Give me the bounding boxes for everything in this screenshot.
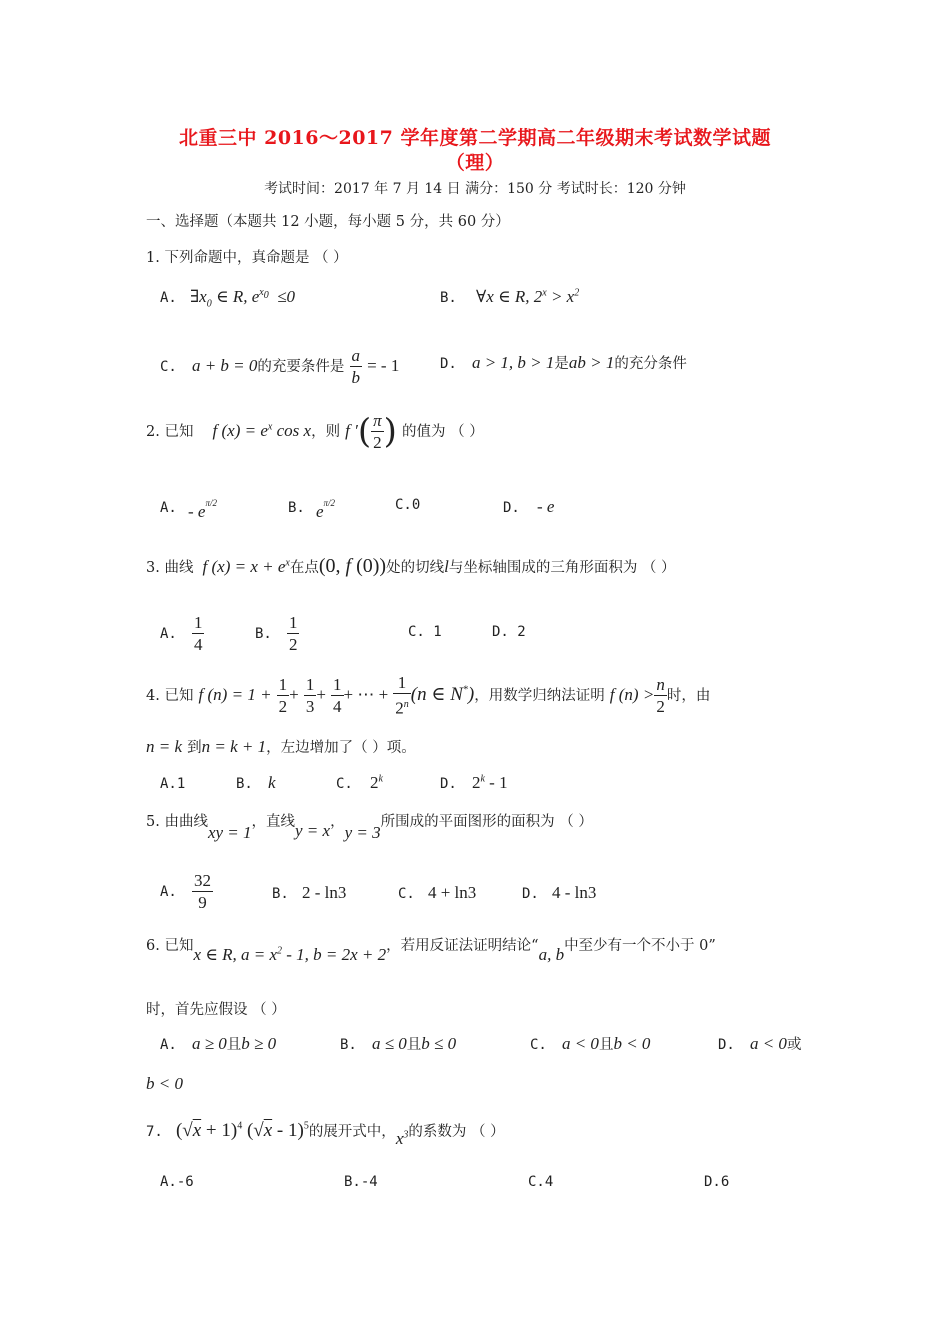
option-label: A. xyxy=(160,626,177,642)
fraction: $\frac{a}{b}$ xyxy=(351,346,360,387)
q7-option-b xyxy=(344,1174,378,1190)
q2-option-a-math: - $e^{\pi/2}$ xyxy=(188,498,217,521)
option-text: k xyxy=(267,773,276,792)
fraction: $\frac{n}{2}$ xyxy=(656,674,665,716)
option-label: B. xyxy=(340,1037,357,1053)
option-text: 4 - ln3 xyxy=(551,883,597,902)
q3-option-b xyxy=(255,612,299,655)
option-label: A. xyxy=(160,290,177,306)
option-text: - e xyxy=(536,497,555,516)
question-6-line2: 时，首先应假设 （ ） xyxy=(146,1002,286,1018)
stem-text: 的系数为 （ ） xyxy=(408,1124,505,1140)
option-text: 2 - ln3 xyxy=(301,883,347,902)
option-text: -6 xyxy=(176,1174,194,1190)
fraction: $\frac{1}{4}$ xyxy=(193,613,203,654)
exam-info: 考试时间：2017 年 7 月 14 日 满分：150 分 考试时长：120 分钟 xyxy=(264,181,686,197)
q1-option-b xyxy=(440,287,579,307)
q5-option-d xyxy=(522,883,596,903)
option-label: D. xyxy=(704,1174,721,1190)
option-label: C. xyxy=(408,624,425,640)
q6-option-a: A. a ≥ 0且b ≥ 0 xyxy=(160,1034,277,1053)
q2-option-c xyxy=(395,497,420,513)
section-heading: 一、选择题（本题共 12 小题，每小题 5 分，共 60 分） xyxy=(146,214,510,230)
fraction: $\frac{1}{2^n}$ xyxy=(395,673,409,718)
stem-text: ，则 xyxy=(311,424,341,440)
q5-option-c xyxy=(398,883,476,903)
q3-option-a xyxy=(160,612,204,655)
q1-option-c: C. a + b = 0的充要条件是 $\frac{a}{b}$ = - 1 xyxy=(160,346,400,387)
stem-text: 的值为 （ ） xyxy=(402,424,484,440)
option-label: B. xyxy=(255,626,272,642)
q7-option-d xyxy=(704,1174,729,1190)
option-text: 1 xyxy=(433,624,442,640)
option-label: C. xyxy=(528,1174,545,1190)
question-4-stem: 4. 已知 f (n) = 1 + $\frac{1}{2}$ + $\frac{1}{3}$ + $\frac{1}{4}$ + ⋯ + $\frac{1}{2^n}$ (n ∈ N*)，用数学归纳法证明 f (n) > $\frac{n}{2}$ 时，由 xyxy=(146,673,711,718)
option-label: D. xyxy=(440,356,457,372)
fraction: $\frac{1}{3}$ xyxy=(305,674,315,716)
page-title-suffix: （理） xyxy=(445,152,505,174)
q1-option-a xyxy=(160,287,295,309)
q7-option-a xyxy=(160,1174,194,1190)
option-label: C. xyxy=(160,359,177,375)
option-text: 4 xyxy=(544,1174,554,1190)
stem-text: ， xyxy=(330,814,345,830)
stem-text: 5. 由曲线 xyxy=(146,814,208,830)
option-math: ∀x ∈ R, $2^x > x^2$ xyxy=(475,287,580,306)
option-label: C. xyxy=(530,1037,547,1053)
option-label: B. xyxy=(272,886,289,902)
stem-text: ，若用反证法证明结论“ xyxy=(386,938,539,954)
fraction: $\frac{1}{4}$ xyxy=(333,674,342,716)
option-label: C. xyxy=(398,886,415,902)
option-label: A. xyxy=(160,500,177,516)
function-def: f $(x) = e^x$ cos x xyxy=(212,421,312,440)
stem-text: 在点 xyxy=(289,560,319,576)
stem-text: 4. 已知 xyxy=(146,687,194,704)
option-text: 1 xyxy=(176,776,186,792)
option-label: B. xyxy=(288,500,305,516)
option-label: C. xyxy=(336,776,353,792)
question-6-stem: 6. 已知x ∈ R, $a = x^2 - 1$, b = 2x + 2，若用反证法证明结论“a, b中至少有一个不小于 0” xyxy=(146,938,716,964)
q1-option-d: D. a > 1, b > 1是ab > 1的充分条件 xyxy=(440,353,687,372)
q2-option-d xyxy=(503,497,554,517)
option-label: D. xyxy=(522,886,539,902)
stem-text: ，直线 xyxy=(251,814,296,830)
derivative-expr: f ′ xyxy=(345,421,358,440)
option-math: $\exists x_0$ ∈ R, $e^{x_0} \le 0$ xyxy=(189,287,296,310)
fraction: $\frac{\pi}{2}$ xyxy=(373,411,382,452)
fraction: $\frac{1}{2}$ xyxy=(278,674,288,716)
option-text: -4 xyxy=(360,1174,378,1190)
question-5-stem: 5. 由曲线xy = 1，直线y = x，y = 3所围成的平面图形的面积为 （ ） xyxy=(146,814,593,842)
q6-option-b: B. a ≤ 0且b ≤ 0 xyxy=(340,1034,457,1053)
stem-text: 中至少有一个不小于 0” xyxy=(564,938,716,954)
stem-text: 7. xyxy=(146,1124,163,1140)
stem-text: 3. 曲线 xyxy=(146,560,194,576)
option-text: 0 xyxy=(411,497,421,513)
option-label: D. xyxy=(503,500,520,516)
q6-option-d: D. a < 0或 xyxy=(718,1034,802,1053)
option-math: a > 1, b > 1 xyxy=(471,353,555,372)
stem-text: 所围成的平面图形的面积为 （ ） xyxy=(380,814,593,830)
q2-option-a xyxy=(160,497,177,516)
option-label: D. xyxy=(718,1037,735,1053)
page-title: 北重三中 2016～2017 学年度第二学期高二年级期末考试数学试题 xyxy=(179,127,771,149)
q3-option-c xyxy=(408,624,442,640)
option-math: a + b = 0 xyxy=(191,356,258,375)
option-text: 2 xyxy=(517,624,526,640)
q6-option-d-cont: b < 0 xyxy=(146,1074,183,1093)
stem-text: 处的切线 xyxy=(386,560,445,576)
option-label: B. xyxy=(236,776,253,792)
q6-option-c: C. a < 0且b < 0 xyxy=(530,1034,651,1053)
q5-option-a xyxy=(160,870,213,913)
q3-option-d xyxy=(492,624,526,640)
option-text: 4 + ln3 xyxy=(427,883,477,902)
option-label: A. xyxy=(160,776,177,792)
function-def: f $(x) = x + e^x$ xyxy=(202,557,290,576)
option-label: D. xyxy=(440,776,457,792)
fraction: $\frac{1}{2}$ xyxy=(288,613,298,654)
option-label: A. xyxy=(160,884,177,900)
option-text: 6 xyxy=(720,1174,730,1190)
q4-option-a xyxy=(160,776,185,792)
question-3-stem: 3. 曲线 f $(x) = x + e^x$在点(0, f (0))处的切线l与坐标轴围成的三角形面积为 （ ） xyxy=(146,555,676,577)
stem-text: 到 xyxy=(187,740,202,756)
q2-option-b xyxy=(288,497,305,516)
fraction: $\frac{32}{9}$ xyxy=(193,871,211,912)
option-label: A. xyxy=(160,1037,177,1053)
q2-option-b-math: $e^{\pi/2}$ xyxy=(316,498,336,521)
stem-text: 时，由 xyxy=(666,687,711,704)
option-label: A. xyxy=(160,1174,177,1190)
question-1-stem: 1. 下列命题中，真命题是 （ ） xyxy=(146,250,348,266)
q7-option-c xyxy=(528,1174,553,1190)
q4-option-c: C. 2$^k$ xyxy=(336,773,383,792)
stem-text: 的展开式中， xyxy=(308,1124,396,1140)
stem-text: 与坐标轴围成的三角形面积为 （ ） xyxy=(448,560,676,576)
option-label: C. xyxy=(395,497,412,513)
q4-option-b xyxy=(236,773,276,793)
function-def: f (n) = 1 + xyxy=(198,684,272,704)
option-label: B. xyxy=(440,290,457,306)
stem-text: ，用数学归纳法证明 xyxy=(474,687,605,704)
question-7-stem: 7. $(√x + 1)^4$ (√x - 1)$^5$的展开式中，$x^3$的系数为 （ ） xyxy=(146,1120,505,1148)
q5-option-b xyxy=(272,883,346,903)
question-4-line2: n = k 到n = k + 1，左边增加了（ ）项。 xyxy=(146,737,416,756)
stem-text: 2. 已知 xyxy=(146,424,194,440)
stem-text: ，左边增加了（ ）项。 xyxy=(266,740,416,756)
question-2-stem: 2. 已知 f $(x) = e^x$ cos x，则 f ′( $\frac{\pi}{2}$ ) 的值为 （ ） xyxy=(146,411,484,452)
stem-text: 6. 已知 xyxy=(146,938,194,954)
option-label: B. xyxy=(344,1174,361,1190)
q4-option-d: D. 2$^k$ - 1 xyxy=(440,773,508,792)
option-label: D. xyxy=(492,624,509,640)
